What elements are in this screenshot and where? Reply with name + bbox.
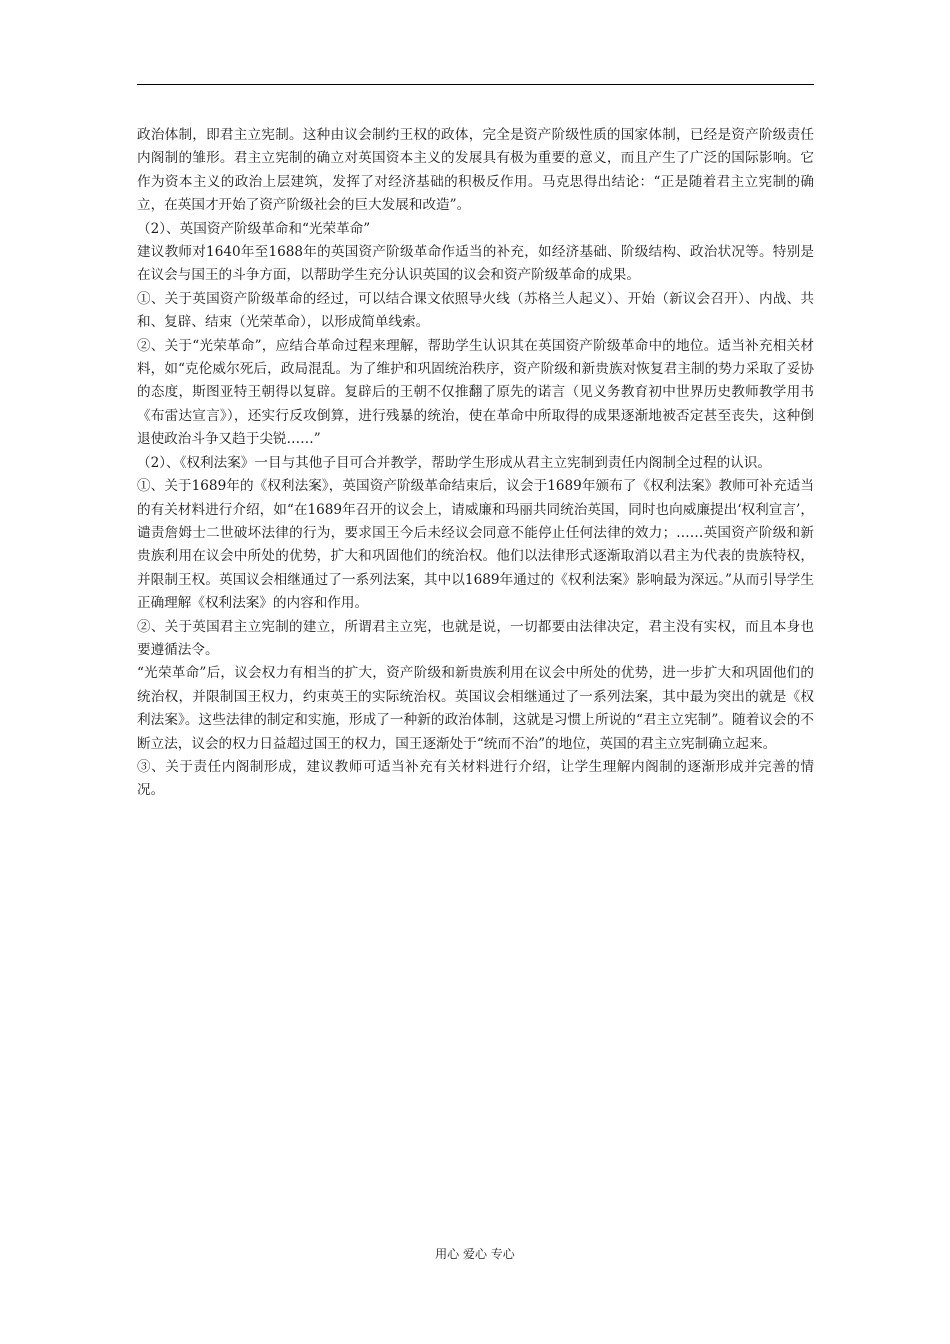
header-rule — [137, 84, 814, 85]
paragraph-glorious-revolution: ②、关于“光荣革命”，应结合革命过程来理解，帮助学生认识其在英国资产阶级革命中的地位。适当补充相关材料，如“克伦威尔死后，政局混乱。为了维护和巩固统治秩序，资产阶级和新贵族对恢复君主制的势力采取了妥协的态度，斯图亚特王朝得以复辟。复辟后的王朝不仅推翻了原先的诺言（见义务教育初中世界历史教师教学用书《布雷达宣言》），还实行反攻倒算，进行残暴的统治，使在革命中所取得的成果逐渐地被否定甚至丧失，这种倒退使政治斗争又趋于尖锐……” — [137, 337, 814, 448]
paragraph-constitutional-monarchy: 政治体制，即君主立宪制。这种由议会制约王权的政体，完全是资产阶级性质的国家体制，已经是资产阶级责任内阁制的雏形。君主立宪制的确立对英国资本主义的发展具有极为重要的意义，而且产生了广泛的国际影响。它作为资本主义的政治上层建筑，发挥了对经济基础的积极反作用。马克思得出结论：“正是随着君主立宪制的确立，在英国才开始了资产阶级社会的巨大发展和改造”。 — [137, 127, 814, 214]
paragraph-monarchy-establishment: ②、关于英国君主立宪制的建立，所谓君主立宪，也就是说，一切都要由法律决定，君主没有实权，而且本身也要遵循法令。 — [137, 618, 814, 658]
section-heading-bill-of-rights: （2）、《权利法案》一目与其他子目可合并教学，帮助学生形成从君主立宪制到责任内阁制全过程的认识。 — [137, 454, 771, 471]
paragraph-revolution-course: ①、关于英国资产阶级革命的经过，可以结合课文依照导火线（苏格兰人起义）、开始（新议会召开）、内战、共和、复辟、结束（光荣革命），以形成简单线索。 — [137, 290, 814, 331]
document-body — [137, 124, 814, 803]
page-footer: 用心 爱心 专心 — [435, 1247, 515, 1261]
paragraph-bill-of-rights-1689: ①、关于1689年的《权利法案》，英国资产阶级革命结束后，议会于1689年颁布了《权利法案》教师可补充适当的有关材料进行介绍，如“在1689年召开的议会上，请威廉和玛丽共同统治英国，同时也向威廉提出‘权利宣言’，谴责詹姆士二世破坏法律的行为，要求国王今后未经议会同意不能停止任何法律的效力；……英国资产阶级和新贵族利用在议会中所处的优势，扩大和巩固他们的统治权。他们以法律形式逐渐取消以君主为代表的贵族特权，并限制王权。英国议会相继通过了一系列法案，其中以1689年通过的《权利法案》影响最为深远。”从而引导学生正确理解《权利法案》的内容和作用。 — [137, 478, 814, 612]
paragraph-cabinet-system: ③、关于责任内阁制形成，建议教师可适当补充有关材料进行介绍，让学生理解内阁制的逐渐形成并完善的情况。 — [137, 758, 814, 799]
paragraph-teacher-suggestion: 建议教师对1640年至1688年的英国资产阶级革命作适当的补充，如经济基础、阶级结构、政治状况等。特别是在议会与国王的斗争方面，以帮助学生充分认识英国的议会和资产阶级革命的成果。 — [137, 244, 814, 284]
section-heading-revolution: （2）、英国资产阶级革命和“光荣革命” — [137, 220, 371, 237]
paragraph-after-glorious-revolution: “光荣革命”后，议会权力有相当的扩大，资产阶级和新贵族利用在议会中所处的优势，进一步扩大和巩固他们的统治权，并限制国王权力，约束英王的实际统治权。英国议会相继通过了一系列法案，其中最为突出的就是《权利法案》。这些法律的制定和实施，形成了一种新的政治体制，这就是习惯上所说的“君主立宪制”。随着议会的不断立法，议会的权力日益超过国王的权力，国王逐渐处于“统而不治”的地位，英国的君主立宪制确立起来。 — [137, 665, 814, 752]
